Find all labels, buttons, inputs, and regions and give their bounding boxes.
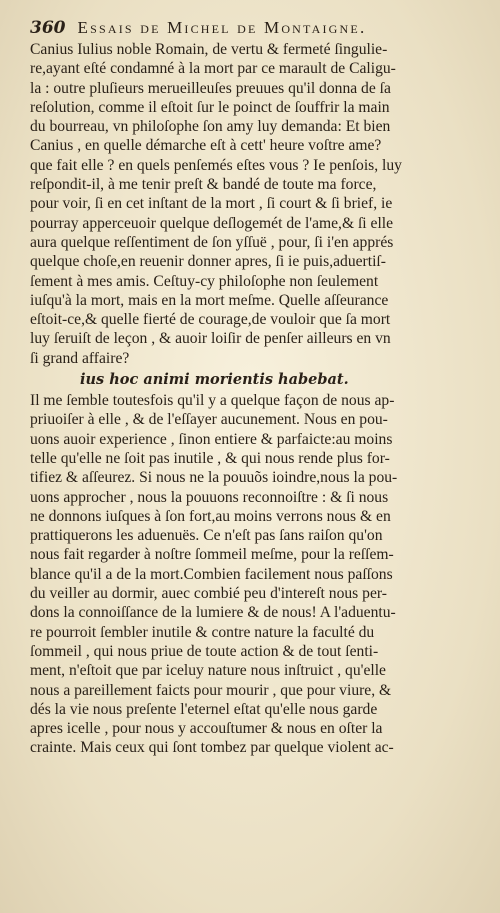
text-line: Il me ſemble toutesfois qu'il y a quelque façon de nous ap- (30, 392, 395, 410)
text-line: reſolution, comme il eſtoit ſur le poinct de ſouffrir la main (30, 98, 390, 116)
text-line: uons auoir experience , ſinon entiere & parfaicte:au moins (30, 430, 393, 448)
text-line: eſtoit-ce,& quelle fierté de courage,de vouloir que ſa mort (30, 311, 391, 329)
latin-quote: ius hoc animi morientis habebat. (80, 371, 349, 389)
text-line: Canius Iulius noble Romain, de vertu & fermeté ſingulie- (30, 41, 388, 58)
text-line: reſpondit-il, à me tenir preſt & bandé de toute ma force, (30, 176, 377, 194)
text-line: re pourroit ſembler inutile & contre nature la faculté du (30, 623, 375, 641)
text-line: que fait elle ? en quels penſemés eſtes vous ? Ie penſois, luy (30, 156, 402, 174)
text-line: tifiez & aſſeurez. Si nous ne la pouuõs ioindre,nous la pou- (30, 469, 398, 487)
paragraph-2 (30, 391, 475, 758)
text-line: pourray apperceuoir quelque deſlogemét de l'ame,& ſi elle (30, 214, 394, 232)
page-body (30, 40, 475, 758)
text-line: ment, n'eſtoit que par iceluy nature nous inſtruict , qu'elle (30, 662, 386, 680)
text-line: du bourreau, vn philoſophe ſon amy luy demanda: Et bien (30, 118, 391, 136)
text-line: telle qu'elle ne ſoit pas inutile , & qui nous rende plus for- (30, 449, 390, 467)
text-line: dons la connoiſſance de la lumiere & de nous! A l'aduentu- (30, 604, 396, 622)
text-line: prattiquerons les aduenuës. Ce n'eſt pas ſans raiſon qu'on (30, 527, 383, 545)
text-line: ſement à mes amis. Ceſtuy-cy philoſophe non ſeulement (30, 272, 379, 290)
text-line: aura quelque reſſentiment de ſon yſſuë , pour, ſi i'en apprés (30, 233, 394, 251)
running-head: Essais de Michel de Montaigne. (77, 18, 367, 37)
text-line: la : outre pluſieurs merueilleuſes preuues qu'il donna de ſa (30, 79, 391, 97)
text-line: priuoiſer à elle , & de l'eſſayer aucunement. Nous en pou- (30, 411, 388, 429)
text-line: uons approcher , nous la pouuons reconnoiſtre : & ſi nous (30, 488, 389, 506)
text-line: Canius , en quelle démarche eſt à cett' heure voſtre ame? (30, 137, 382, 155)
text-line: crainte. Mais ceux qui ſont tombez par quelque violent ac- (30, 739, 394, 757)
text-line: pour voir, ſi en cet inſtant de la mort , ſi court & ſi brief, ie (30, 195, 393, 213)
text-line: iuſqu'à la mort, mais en la mort meſme. Quelle aſſeurance (30, 291, 389, 309)
page-number: 360 (30, 18, 66, 38)
text-line: nous fait regarder à noſtre ſommeil meſme, pour la reſſem- (30, 546, 394, 564)
text-line: quelque choſe,en reuenir donner apres, ſi ie puis,aduertiſ- (30, 253, 386, 271)
page-header (30, 18, 485, 40)
text-line: ne donnons iuſques à ſon fort,au moins verrons nous & en (30, 507, 391, 525)
text-line: re,ayant eſté condamné à la mort par ce marault de Caligu- (30, 60, 396, 78)
text-line: blance qu'il a de la mort.Combien facilement nous paſſons (30, 565, 393, 583)
text-line: ſi grand affaire? (30, 349, 130, 367)
text-line: du veiller au dormir, auec combié peu d'intereſt nous per- (30, 585, 387, 603)
text-line: dés la vie nous preſente l'eternel eſtat qu'elle nous garde (30, 700, 378, 718)
text-line: ſommeil , qui nous priue de toute action & de tout ſenti- (30, 642, 379, 660)
text-line: nous a pareillement faicts pour mourir , que pour viure, & (30, 681, 392, 699)
paragraph-1 (30, 40, 475, 368)
text-line: apres icelle , pour nous y accouſtumer & nous en oſter la (30, 720, 383, 738)
text-line: luy ſeruiſt de leçon , & auoir loiſir de penſer ailleurs en vn (30, 330, 391, 348)
